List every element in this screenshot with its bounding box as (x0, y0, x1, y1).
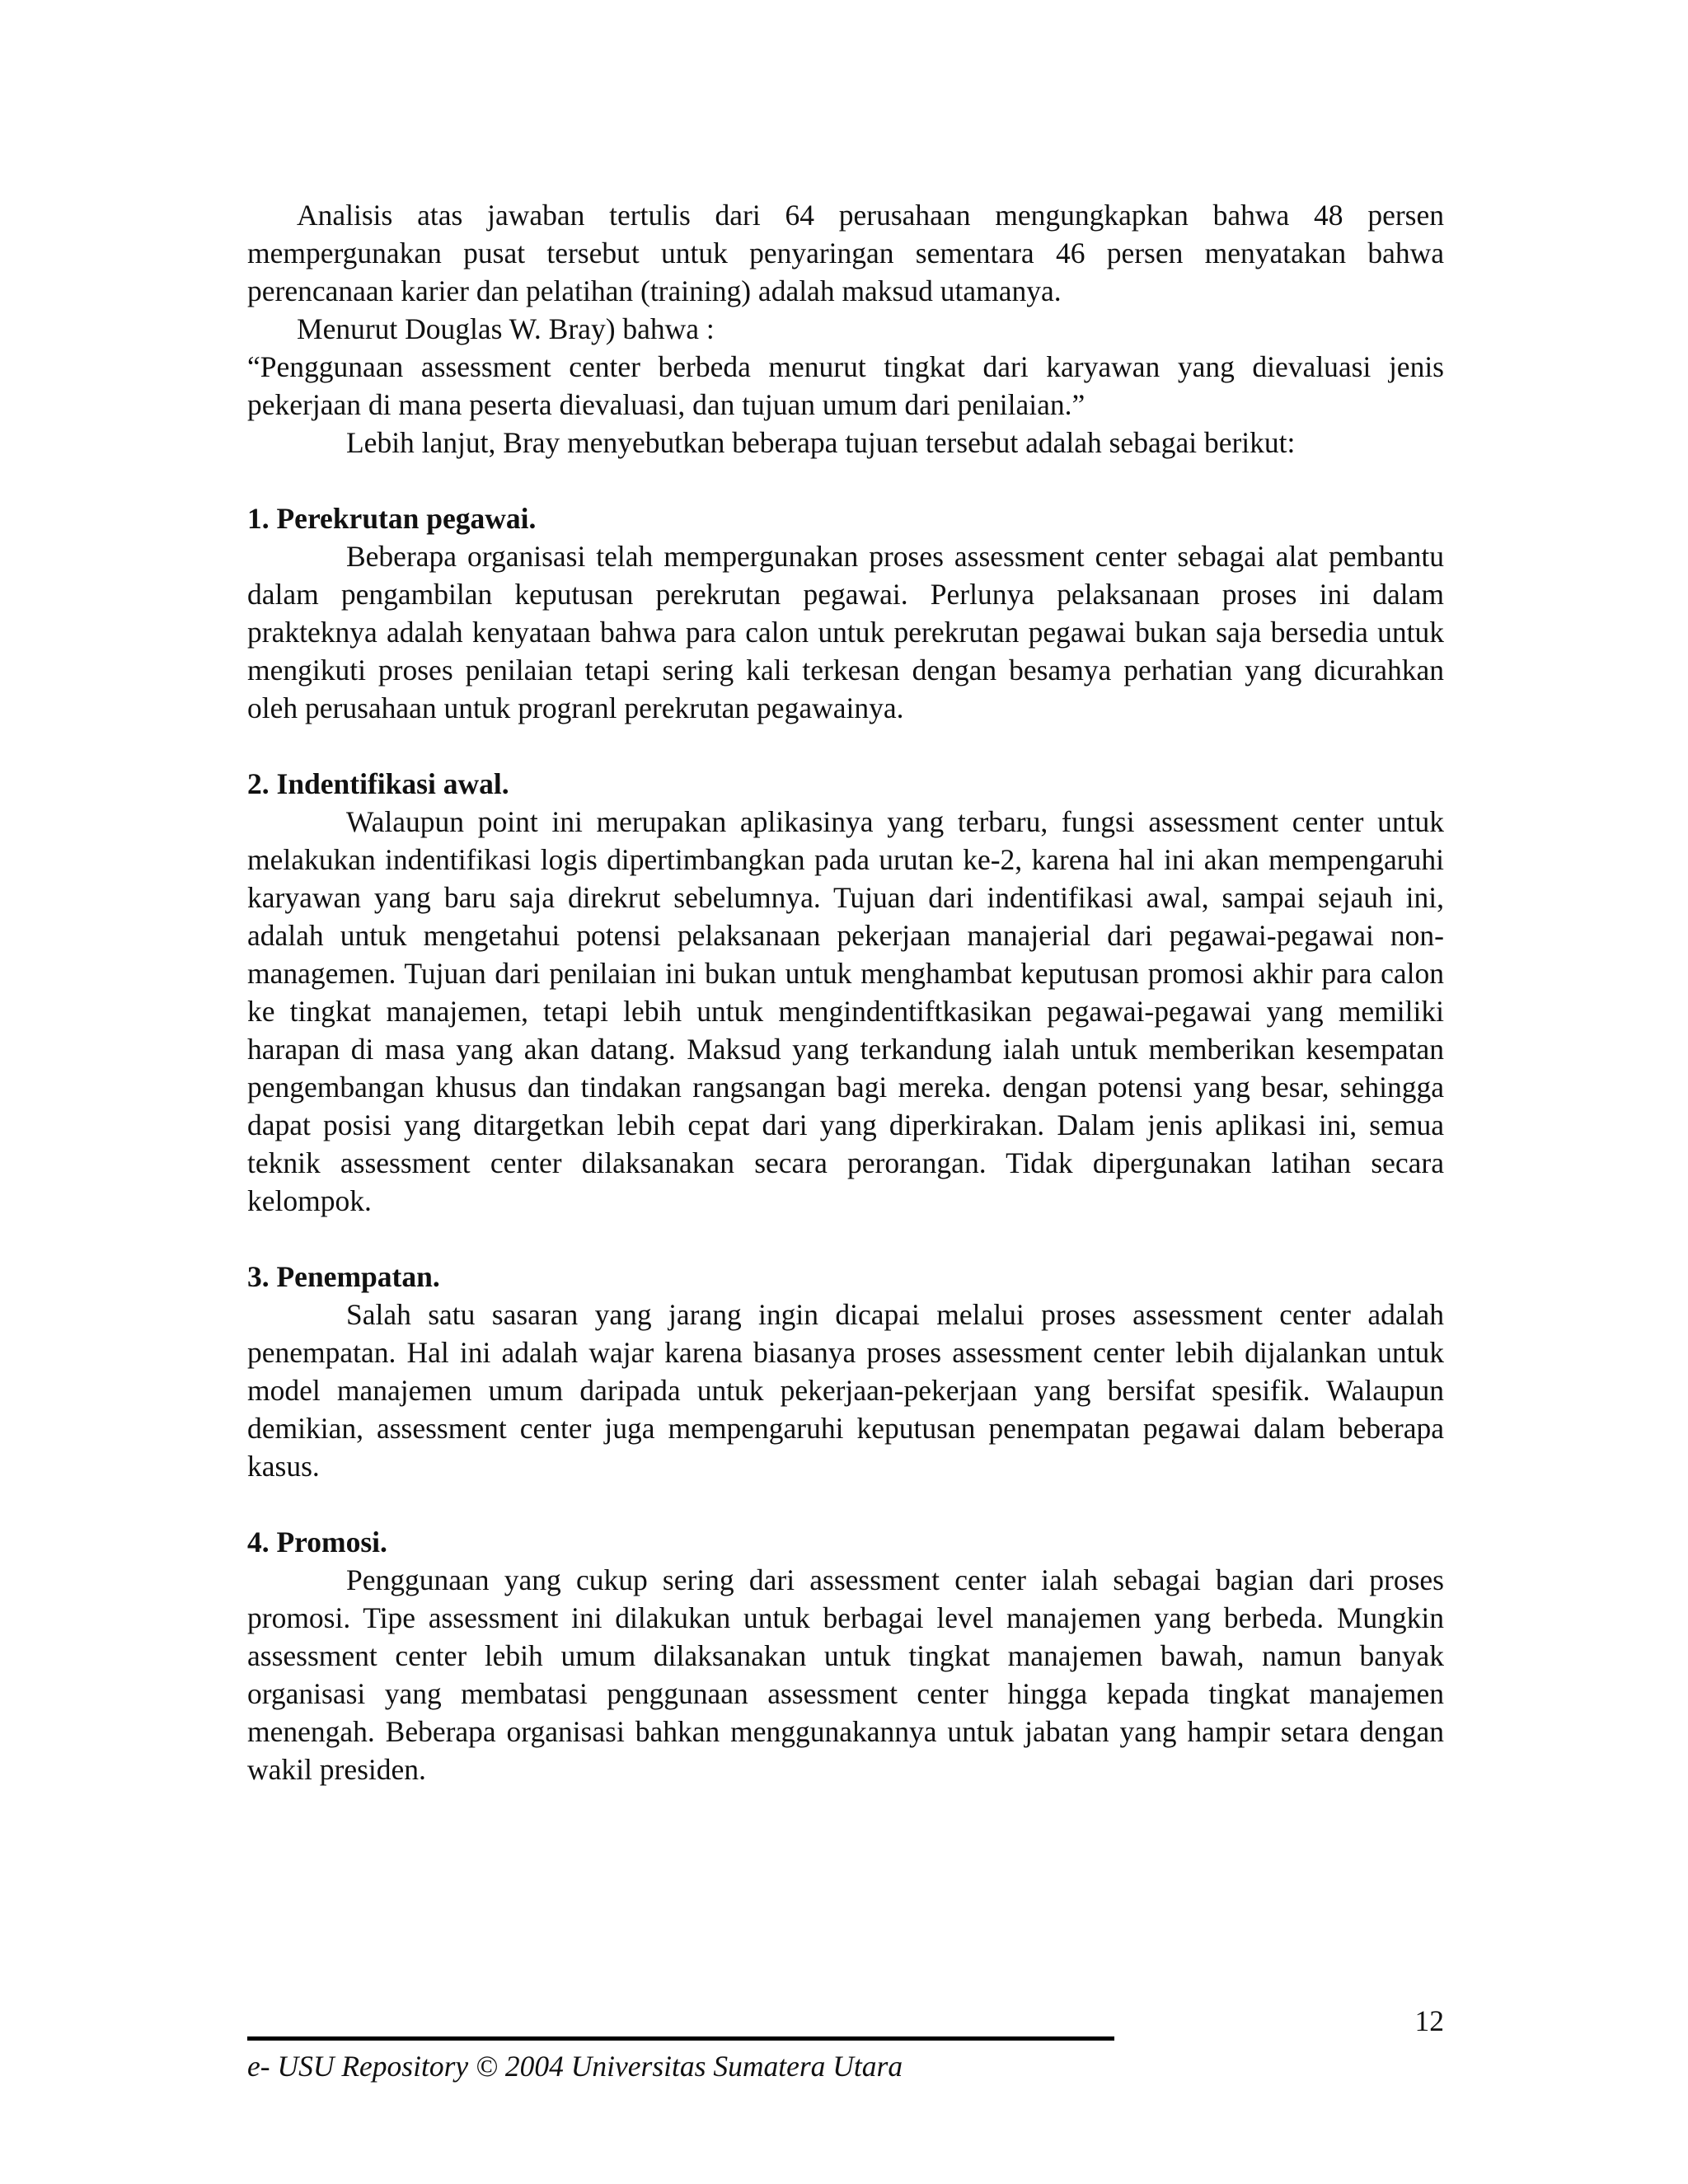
document-body (247, 196, 1444, 1788)
section-heading-1: 1. Perekrutan pegawai. (247, 502, 537, 535)
intro-paragraph-1: Analisis atas jawaban tertulis dari 64 perusahaan mengungkapkan bahwa 48 persen mempergunakan pusat tersebut untuk penyaringan sementara 46 persen menyatakan bahwa perencanaan karier dan pelatihan (training) adalah maksud utamanya. (247, 199, 1444, 307)
section-heading-3: 3. Penempatan. (247, 1260, 440, 1293)
section-body-1: Beberapa organisasi telah mempergunakan proses assessment center sebagai alat pembantu dalam pengambilan keputusan perekrutan pegawai. Perlunya pelaksanaan proses ini dalam prakteknya adalah kenyataan bahwa para calon untuk perekrutan pegawai bukan saja bersedia untuk mengikuti proses penilaian tetapi sering kali terkesan dengan besamya perhatian yang dicurahkan oleh perusahaan untuk progranl perekrutan pegawainya. (247, 540, 1444, 724)
section-body-2: Walaupun point ini merupakan aplikasinya yang terbaru, fungsi assessment center untuk melakukan indentifikasi logis dipertimbangkan pada urutan ke-2, karena hal ini akan mempengaruhi karyawan yang baru saja direkrut sebelumnya. Tujuan dari indentifikasi awal, sampai sejauh ini, adalah untuk mengetahui potensi pelaksanaan pekerjaan manajerial dari pegawai-pegawai non-managemen. Tujuan dari penilaian ini bukan untuk menghambat keputusan promosi akhir para calon ke tingkat manajemen, tetapi lebih untuk mengindentiftkasikan pegawai-pegawai yang memiliki harapan di masa yang akan datang. Maksud yang terkandung ialah untuk memberikan kesempatan pengembangan khusus dan tindakan rangsangan bagi mereka. dengan potensi yang besar, sehingga dapat posisi yang ditargetkan lebih cepat dari yang diperkirakan. Dalam jenis aplikasi ini, semua teknik assessment center dilaksanakan secara perorangan. Tidak dipergunakan latihan secara kelompok. (247, 805, 1444, 1217)
page-number: 12 (1414, 2004, 1444, 2037)
section-body-3: Salah satu sasaran yang jarang ingin dicapai melalui proses assessment center adalah penempatan. Hal ini adalah wajar karena biasanya proses assessment center lebih dijalankan untuk model manajemen umum daripada untuk pekerjaan-pekerjaan yang bersifat spesifik. Walaupun demikian, assessment center juga mempengaruhi keputusan penempatan pegawai dalam beberapa kasus. (247, 1298, 1444, 1483)
intro-paragraph-3: Lebih lanjut, Bray menyebutkan beberapa tujuan tersebut adalah sebagai berikut: (346, 426, 1296, 459)
section-heading-2: 2. Indentifikasi awal. (247, 767, 509, 800)
footer-divider (247, 2036, 1114, 2041)
section-body-4: Penggunaan yang cukup sering dari assessment center ialah sebagai bagian dari proses promosi. Tipe assessment ini dilakukan untuk berbagai level manajemen yang berbeda. Mungkin assessment center lebih umum dilaksanakan untuk tingkat manajemen bawah, namun banyak organisasi yang membatasi penggunaan assessment center hingga kepada tingkat manajemen menengah. Beberapa organisasi bahkan menggunakannya untuk jabatan yang hampir setara dengan wakil presiden. (247, 1563, 1444, 1786)
intro-quote: “Penggunaan assessment center berbeda menurut tingkat dari karyawan yang dievaluasi jenis pekerjaan di mana peserta dievaluasi, dan tujuan umum dari penilaian.” (247, 350, 1444, 421)
section-heading-4: 4. Promosi. (247, 1526, 387, 1558)
intro-paragraph-2: Menurut Douglas W. Bray) bahwa : (297, 312, 715, 345)
footer-repository-text: e- USU Repository © 2004 Universitas Sumatera Utara (247, 2050, 903, 2083)
